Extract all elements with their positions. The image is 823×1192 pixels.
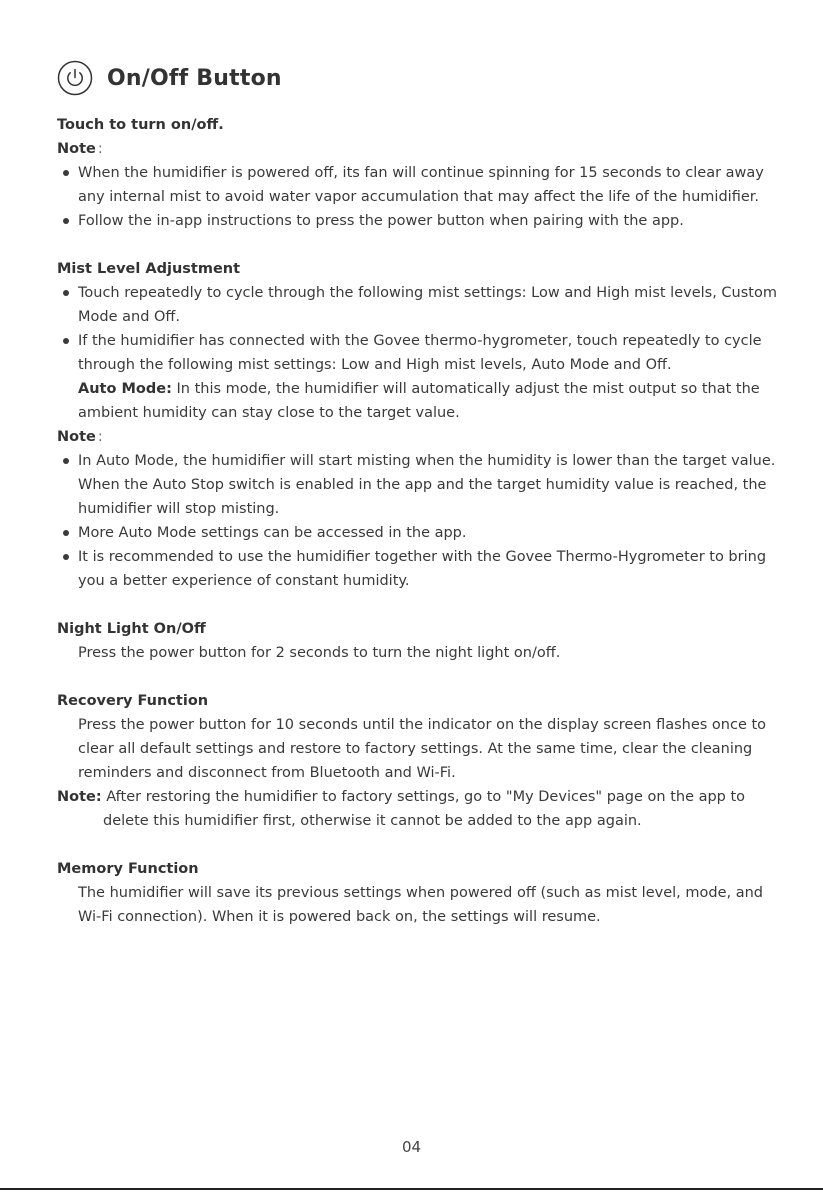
list-item: Touch repeatedly to cycle through the following mist settings: Low and High mist levels, Custom Mode and Off. — [57, 281, 777, 329]
power-icon — [57, 60, 93, 96]
list-item: More Auto Mode settings can be accessed in the app. — [57, 521, 777, 545]
page-number: 04 — [401, 1138, 422, 1156]
manual-content — [57, 113, 777, 929]
recovery-heading: Recovery Function — [57, 693, 209, 709]
bottom-divider — [0, 1188, 823, 1190]
note-line — [57, 425, 777, 449]
touch-instruction: Touch to turn on/off. — [57, 117, 224, 133]
list-item: It is recommended to use the humidifier together with the Govee Thermo-Hygrometer to bring you a better experience of constant humidity. — [57, 545, 777, 593]
auto-mode-text: In this mode, the humidifier will automatically adjust the mist output so that the ambient humidity can stay close to the target value. — [78, 381, 760, 421]
night-light-heading: Night Light On/Off — [57, 621, 206, 637]
mist-bullet-text: If the humidifier has connected with the Govee thermo-hygrometer, touch repeatedly to cycle through the following mist settings: Low and High mist levels, Auto Mode and Off. — [78, 333, 762, 373]
recovery-note-text: After restoring the humidifier to factory settings, go to "My Devices" page on the app to delete this humidifier first, otherwise it cannot be added to the app again. — [101, 789, 746, 829]
recovery-note-label: Note: — [57, 789, 102, 805]
recovery-note — [57, 785, 777, 833]
list-item: In Auto Mode, the humidifier will start misting when the humidity is lower than the target value. When the Auto Stop switch is enabled in the app and the target humidity value is reached, the humidifier will stop misting. — [57, 449, 777, 521]
list-item: Follow the in-app instructions to press the power button when pairing with the app. — [57, 209, 777, 233]
note-colon: : — [97, 141, 103, 157]
night-light-text: Press the power button for 2 seconds to turn the night light on/off. — [78, 645, 561, 661]
list-item — [57, 329, 777, 425]
auto-mode-label: Auto Mode: — [78, 381, 172, 397]
recovery-text: Press the power button for 10 seconds until the indicator on the display screen flashes once to clear all default settings and restore to factory settings. At the same time, clear the cleaning reminders and disconnect from Bluetooth and Wi-Fi. — [78, 717, 767, 781]
list-item: When the humidifier is powered off, its fan will continue spinning for 15 seconds to clear away any internal mist to avoid water vapor accumulation that may affect the life of the humidifier. — [57, 161, 777, 209]
mist-list — [57, 281, 777, 425]
note-line — [57, 137, 777, 161]
mist-heading: Mist Level Adjustment — [57, 261, 241, 277]
note-label: Note — [57, 429, 96, 445]
note-label: Note — [57, 141, 96, 157]
mist-notes-list — [57, 449, 777, 593]
onoff-notes-list — [57, 161, 777, 233]
page-title: On/Off Button — [107, 65, 282, 91]
section-header — [57, 57, 282, 99]
memory-heading: Memory Function — [57, 861, 199, 877]
memory-text: The humidifier will save its previous settings when powered off (such as mist level, mode, and Wi-Fi connection). When it is powered back on, the settings will resume. — [78, 885, 763, 925]
note-colon: : — [97, 429, 103, 445]
